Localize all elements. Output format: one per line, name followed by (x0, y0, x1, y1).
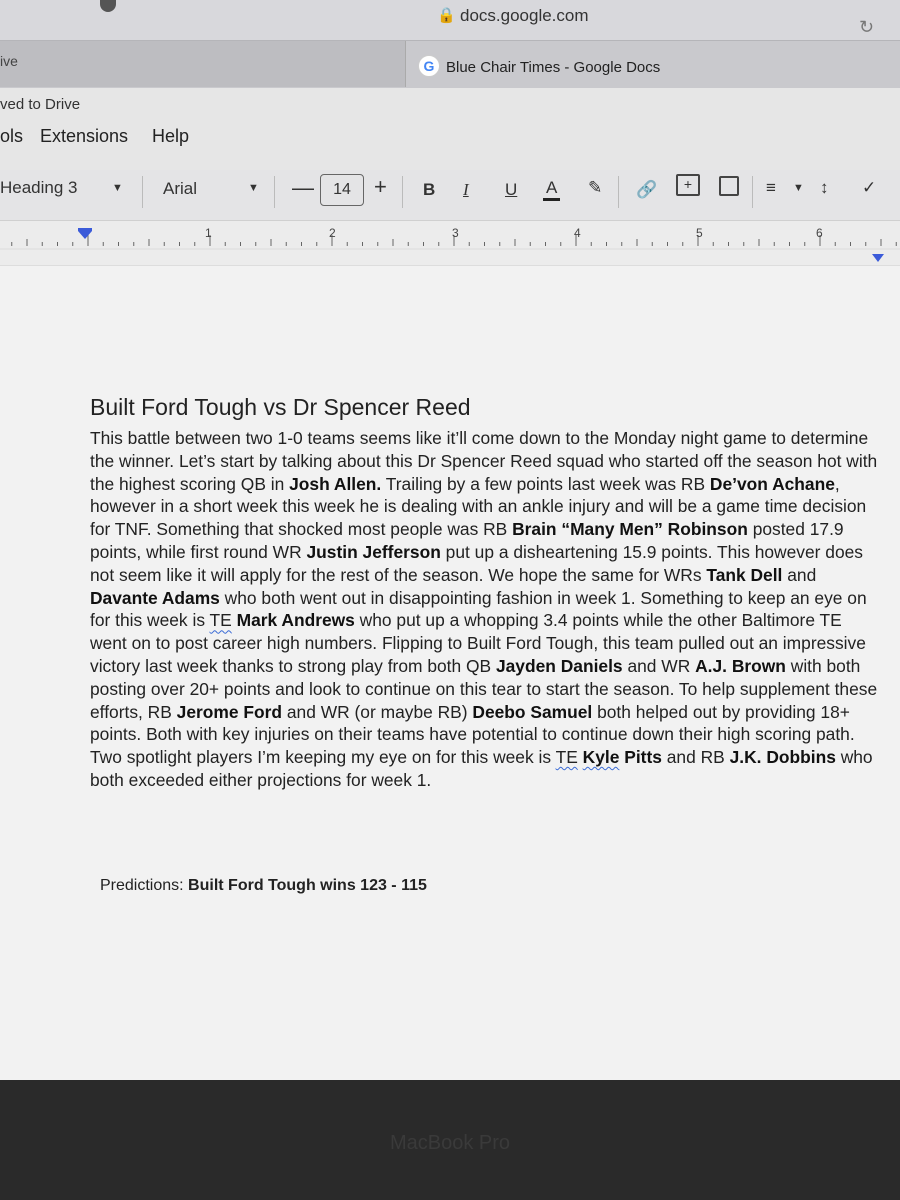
bold-text-run: De’von Achane (709, 473, 835, 494)
left-indent-marker[interactable] (78, 231, 92, 239)
menu-help[interactable]: Help (152, 126, 190, 146)
bold-text-run: Davante Adams (90, 587, 220, 608)
toolbar-divider (274, 176, 275, 208)
text-run: This battle between two 1-0 teams seems like it’ll come down to the Monday night game to determine the winner. Let’s start by talking about this Dr Spencer Reed squad who started off the season hot with the highest scoring QB in (90, 428, 878, 494)
browser-tab-active[interactable]: Blue Chair Times - Google Docs (446, 59, 661, 76)
ruler-number: 1 (205, 226, 212, 240)
ruler-number: 2 (329, 226, 336, 240)
text-run: who both exceeded either projections for week 1. (90, 747, 873, 790)
line-spacing-icon[interactable]: ↕ (820, 178, 829, 197)
text-run: put up a disheartening 15.9 points. This however does not seem like it will apply for the rest of the season. We hope the same for WRs (90, 541, 863, 585)
bold-text-run: Pitts (624, 747, 662, 768)
chevron-down-icon[interactable]: ▼ (793, 182, 804, 194)
font-family-select[interactable]: Arial (163, 179, 198, 198)
tab-label: ive (0, 53, 18, 69)
ruler-number: 3 (452, 226, 459, 240)
text-run: and (782, 564, 817, 585)
italic-button[interactable]: I (463, 180, 469, 199)
align-left-icon[interactable]: ≡ (766, 178, 776, 197)
decrease-font-size-button[interactable]: — (292, 175, 314, 200)
shield-icon[interactable] (100, 0, 116, 12)
text-run: and RB (661, 747, 730, 768)
lock-icon: 🔒 (437, 7, 456, 24)
increase-font-size-button[interactable]: + (374, 174, 387, 199)
bold-text-run: Kyle (582, 747, 620, 768)
add-comment-icon[interactable]: + (676, 174, 700, 196)
text-run: who put up a whopping 3.4 points while the other Baltimore TE went on to post career high numbers. Flipping to Built Ford Tough, this team pulled out an impressive victory last week thanks to strong play from both QB (90, 610, 866, 676)
text-color-button[interactable]: A (543, 178, 560, 201)
text-run: both helped out by providing 18+ points. Both with key injuries on their teams have potential to continue down their high scoring path. Two spotlight players I’m keeping my eye on for this week is (90, 701, 855, 768)
bold-text-run: Brain “Many Men” Robinson (512, 519, 748, 540)
bold-text-run: Jerome Ford (176, 701, 283, 722)
checklist-icon[interactable]: ✓ (862, 178, 877, 197)
bold-text-run: Tank Dell (706, 564, 783, 585)
bold-text-run: J.K. Dobbins (729, 747, 836, 768)
text-run: Trailing by a few points last week was RB (381, 473, 710, 494)
prediction-value: Built Ford Tough wins 123 - 115 (188, 877, 427, 894)
font-size-input[interactable]: 14 (320, 174, 364, 206)
formatting-toolbar (0, 170, 900, 221)
paragraph-style-select[interactable]: Heading 3 (0, 178, 78, 197)
bold-text-run: Deebo Samuel (472, 701, 593, 722)
docs-header (0, 88, 900, 170)
toolbar-divider (752, 176, 753, 208)
toolbar-divider (618, 176, 619, 208)
browser-tab-other[interactable] (0, 41, 406, 87)
text-run: TE (555, 747, 578, 768)
menu-extensions[interactable]: Extensions (40, 126, 129, 146)
text-run: and WR (or maybe RB) (282, 701, 473, 722)
text-run: TE (209, 610, 232, 631)
highlight-pen-icon[interactable]: ✎ (588, 178, 603, 197)
chevron-down-icon[interactable]: ▼ (248, 182, 259, 194)
browser-address-bar (0, 0, 900, 40)
bold-text-run: Mark Andrews (236, 610, 355, 631)
text-run: who both went out in disappointing fashion in week 1. Something to keep an eye on for this week is (90, 587, 867, 631)
ruler-ticks (0, 221, 900, 265)
text-run: with both posting over 20+ points and look to continue on this tear to start the season. To help supplement these efforts, RB (90, 655, 878, 722)
document-body[interactable] (90, 427, 880, 792)
toolbar-divider (402, 176, 403, 208)
ruler-number: 4 (574, 226, 581, 240)
chevron-down-icon[interactable]: ▼ (112, 182, 123, 194)
text-run: and WR (622, 655, 696, 676)
menu-tools[interactable]: ols (0, 126, 24, 146)
reload-icon[interactable]: ↻ (859, 17, 875, 37)
link-icon[interactable]: 🔗 (636, 180, 658, 199)
document-heading[interactable]: Built Ford Tough vs Dr Spencer Reed (90, 394, 471, 420)
ruler (0, 221, 900, 266)
toolbar-divider (142, 176, 143, 208)
ruler-number: 6 (816, 226, 823, 240)
right-indent-marker[interactable] (872, 254, 884, 262)
bold-text-run: Jayden Daniels (495, 655, 623, 676)
prediction-label: Predictions: (100, 877, 189, 894)
device-label: MacBook Pro (389, 1132, 511, 1154)
bold-text-run: Justin Jefferson (306, 541, 441, 562)
underline-button[interactable]: U (505, 180, 518, 199)
text-run: posted 17.9 points, while first round WR (90, 519, 844, 562)
laptop-bezel (0, 1080, 900, 1200)
prediction-line[interactable] (100, 877, 427, 895)
ruler-number: 5 (696, 226, 703, 240)
insert-image-icon[interactable] (719, 176, 739, 196)
bold-button[interactable]: B (423, 180, 436, 199)
browser-tab-bar (0, 40, 900, 89)
text-run: , however in a short week this week he is dealing with an ankle injury and will be a game time decision for TNF. Something that shocked most people was RB (90, 473, 867, 540)
save-status[interactable]: ved to Drive (0, 96, 81, 113)
document-page[interactable] (0, 266, 900, 1080)
url-field[interactable]: docs.google.com (460, 6, 589, 25)
bold-text-run: A.J. Brown (695, 655, 786, 676)
google-favicon-icon: G (418, 55, 440, 77)
bold-text-run: Josh Allen. (289, 473, 382, 494)
